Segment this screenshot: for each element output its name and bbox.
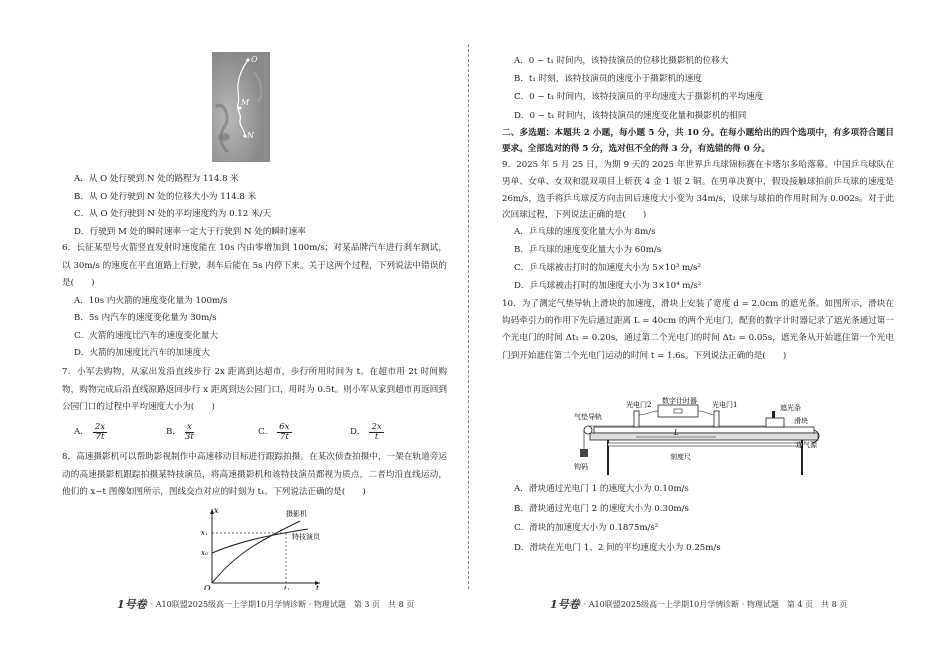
q6-option-c: C．火箭的速度比汽车的速度变化量大 xyxy=(74,330,219,341)
pulley xyxy=(584,426,592,434)
label-m: M xyxy=(241,98,250,107)
q7-c-den: 7t xyxy=(279,432,289,443)
q9-option-b: B．乒乓球的速度变化量大小为 60m/s xyxy=(514,244,662,255)
track-label: 气垫导轨 xyxy=(574,413,602,421)
q8-option-c: C．0 ~ t₁ 时间内，该特技演员的平均速度大于摄影机的平均速度 xyxy=(514,92,764,103)
q5-option-b: B．从 O 处行驶到 N 处的位移大小为 114.8 米 xyxy=(74,191,257,202)
question-6 xyxy=(62,240,447,363)
q7-a-letter: A． xyxy=(74,427,89,438)
air-track xyxy=(594,427,814,433)
x1-label: x₁ xyxy=(201,529,208,537)
slider-label: 滑块 xyxy=(794,417,808,425)
t1-label: t₁ xyxy=(284,585,290,590)
mars-map-image xyxy=(212,52,270,162)
label-n: N xyxy=(247,131,254,140)
right-footer-text: · A10联盟2025级高一上学期10月学情诊断 · 物理试题 第 4 页 共 8 页 xyxy=(583,599,848,609)
q7-option-a xyxy=(74,423,166,444)
q9-stem: 9．2025 年 5 月 25 日，为期 9 天的 2025 年世界乒乓球锦标赛在卡塔尔多哈落幕。中国乒乓球队在男单、女单、女双和混双项目上斩获 4 金 1 银 2 铜。在男单决赛中，假设接触球拍前乒乓球的速度是 26m/s，选手将乒乓球反方向击回后速度大小变为 34m/s，设球与球拍的作用时间为 0.002s。对于此次回球过程，下列说法正确的是( ) xyxy=(502,160,894,221)
q8-option-a: A．0 ~ t₁ 时间内，该特技演员的位移比摄影机的位移大 xyxy=(514,56,729,66)
q7-option-d xyxy=(350,423,442,444)
q8-option-b: B．t₁ 时刻，该特技演员的速度小于摄影机的速度 xyxy=(514,74,702,85)
rover-path-figure xyxy=(212,52,270,162)
q10-option-d: D．滑块在光电门 1、2 间的平均速度大小为 0.25m/s xyxy=(514,542,721,553)
ruler-label: 刻度尺 xyxy=(670,453,691,461)
q10-option-c: C．滑块的加速度大小为 0.1875m/s² xyxy=(514,523,659,534)
photogate-2 xyxy=(634,411,639,427)
section-2 xyxy=(502,125,894,157)
ruler xyxy=(608,443,802,446)
q7-c-letter: C． xyxy=(258,427,274,438)
q5-option-a: A．从 O 处行驶到 N 处的路程为 114.8 米 xyxy=(74,174,239,184)
q7-b-den: 3t xyxy=(184,432,194,443)
t-axis-label: t xyxy=(316,584,320,590)
point-o xyxy=(246,58,249,61)
timer-label: 数字计时器 xyxy=(662,397,697,405)
q8-options xyxy=(502,52,894,125)
x-axis-label: x xyxy=(214,506,219,515)
slider xyxy=(766,418,784,427)
air-track-diagram xyxy=(572,397,832,477)
air-label: 连气源 xyxy=(796,441,817,449)
q8-stem: 8．高速摄影机可以帮助影视制作中高速移动目标进行跟踪拍摄。在某次侦查拍摄中，一架在轨道旁运动的高速摄影机跟踪拍摄某特技演员，将高速摄影机和该特技演员都视为质点，二者均沿直线运动，他们的 x−t 图像如图所示，图线交点对应的时刻为 t₁。下列说法正确的是( ) xyxy=(62,452,447,497)
weight-label: 钩码 xyxy=(574,463,588,471)
brand-logo-right: 1号卷 xyxy=(550,598,580,611)
gate1-label: 光电门1 xyxy=(712,401,738,409)
q6-option-a: A．10s 内火箭的速度变化量为 100m/s xyxy=(74,295,228,306)
q7-d-den: t xyxy=(374,432,379,443)
question-9 xyxy=(502,157,894,295)
q5-option-d: D．行驶到 M 处的瞬时速率一定大于行驶到 N 处的瞬时速率 xyxy=(74,226,306,237)
left-footer xyxy=(117,598,414,612)
q7-a-num: 2x xyxy=(94,421,106,432)
label-o: O xyxy=(251,55,258,64)
q8-option-d: D．0 ~ t₁ 时间内，该特技演员的速度变化量和摄影机的相同 xyxy=(514,110,747,121)
q10-options xyxy=(502,480,894,558)
gate2-label: 光电门2 xyxy=(626,401,652,409)
section-2-instructions: 二、多选题：本题共 2 小题，每小题 5 分，共 10 分。在每小题给出的四个选项中，有多项符合题目要求。全部选对的得 5 分，选对但不全的得 3 分，有选错的得 0 分。 xyxy=(502,128,894,154)
q7-c-num: 6x xyxy=(279,421,290,432)
left-page xyxy=(62,0,447,654)
q7-d-letter: D． xyxy=(350,427,366,438)
q7-stem: 7．小军去购物，从家出发沿直线步行 2x 距离到达超市，步行所用时间为 t。在超市用 2t 时间购物，购物完成后沿直线原路返回步行 x 距离到达公园门口，用时为 0.5t。则小军从家到超市再返回到公园门口的过程中平均速度大小为( ) xyxy=(62,367,447,412)
q5-option-c: C．从 O 处行驶到 N 处的平均速度约为 0.12 米/天 xyxy=(74,209,272,220)
q7-d-num: 2x xyxy=(371,421,382,432)
right-page xyxy=(502,0,894,654)
x0-label: x₀ xyxy=(201,549,208,557)
q10-option-a: A．滑块通过光电门 1 的速度大小为 0.10m/s xyxy=(514,484,689,494)
q6-option-d: D．火箭的加速度比汽车的加速度大 xyxy=(74,348,210,359)
q10-option-b: B．滑块通过光电门 2 的速度大小为 0.30m/s xyxy=(514,503,689,514)
camera-label: 摄影机 xyxy=(286,510,307,518)
table-top xyxy=(590,433,818,440)
q9-option-c: C．乒乓球被击打时的加速度大小为 5×10³ m/s² xyxy=(514,262,701,273)
origin-label: O xyxy=(204,584,211,590)
page-divider xyxy=(468,44,469,589)
q9-option-d: D．乒乓球被击打时的加速度大小为 3×10⁴ m/s² xyxy=(514,280,702,291)
right-footer xyxy=(550,598,847,612)
camera-line xyxy=(212,521,300,583)
length-label: L xyxy=(674,429,679,437)
stuntman-label: 特技演员 xyxy=(292,533,320,541)
q7-a-den: 7t xyxy=(95,432,105,443)
brand-logo: 1号卷 xyxy=(117,598,147,611)
q9-option-a: A．乒乓球的速度变化量大小为 8m/s xyxy=(514,227,656,238)
x-t-graph xyxy=(200,505,330,590)
q7-b-letter: B． xyxy=(166,427,181,438)
question-8 xyxy=(62,449,447,502)
q7-b-num: x xyxy=(186,421,192,432)
hook-weight xyxy=(580,449,588,457)
question-10 xyxy=(502,296,894,365)
q7-option-b xyxy=(166,423,258,444)
q10-stem: 10．为了测定气垫导轨上滑块的加速度，滑块上安装了宽度 d = 2.0cm 的遮光条。如图所示，滑块在钩码牵引力的作用下先后通过距离 L = 40cm 的两个光电门，配套的数字计时器记录了遮光条通过第一个光电门的时间 Δt₁ = 0.20s，通过第二个光电门的时间 Δt₂ = 0.05s，遮光条从开始遮住第一个光电门到开始遮住第二个光电门运动的时间 t = 1.6s。下列说法正确的是( ) xyxy=(502,299,894,361)
q6-stem: 6．长征某型号火箭竖直发射时速度能在 10s 内由零增加到 100m/s；对某品牌汽车进行刹车测试，以 30m/s 的速度在平直道路上行驶，刹车后能在 5s 内停下来。关于这两个过程，下列说法中错误的是( ) xyxy=(62,243,447,288)
q7-options xyxy=(62,423,447,444)
left-footer-text: · A10联盟2025级高一上学期10月学情诊断 · 物理试题 第 3 页 共 8 页 xyxy=(150,599,415,609)
strip-label: 遮光条 xyxy=(780,404,801,412)
q6-option-b: B．5s 内汽车的速度变化量为 30m/s xyxy=(74,313,217,324)
question-7 xyxy=(62,364,447,443)
light-strip xyxy=(772,411,775,418)
q7-option-c xyxy=(258,423,350,444)
photogate-1 xyxy=(714,411,719,427)
q5-options xyxy=(62,171,447,241)
